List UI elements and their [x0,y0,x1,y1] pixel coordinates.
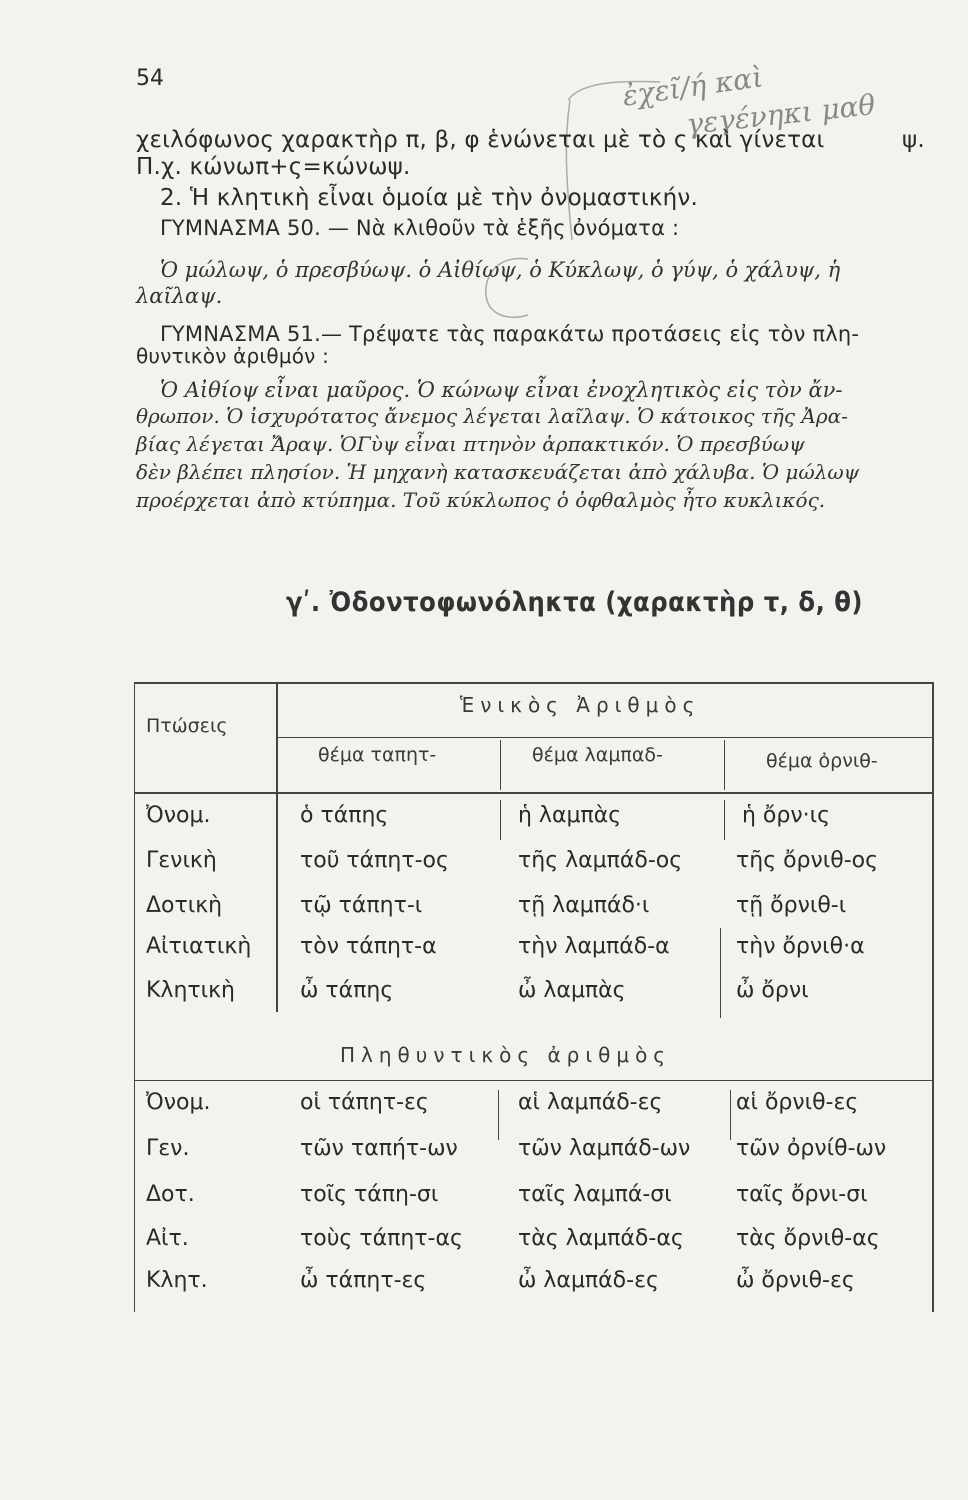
table-cell: οἱ τάπητ-ες [300,1090,429,1115]
table-cell: τὴν ὄρνιθ·α [736,934,865,959]
text-line: βίας λέγεται Ἄραψ. ὉΓὺψ εἶναι πτηνὸν ἁρπακτικόν. Ὁ πρεσβύωψ [136,432,805,456]
table-cell: τὸν τάπητ-α [300,934,437,959]
table-rule [500,740,501,790]
table-cell: τὰς ὄρνιθ-ας [736,1226,880,1251]
text-line: Π.χ. κώνωπ+ς=κώνωψ. [136,154,411,180]
table-rule [276,682,278,1012]
table-cell: τοῖς τάπη-σι [300,1182,439,1207]
table-cell: ὁ τάπης [300,803,389,828]
table-rule [276,737,934,738]
page-number: 54 [136,66,164,91]
case-label: Δοτ. [146,1182,195,1207]
table-cell: τῆς ὄρνιθ-ος [736,848,879,873]
table-rule [134,682,934,684]
text-line: Ὁ μώλωψ, ὁ πρεσβύωψ. ὁ Αἰθίωψ, ὁ Κύκλωψ, ὁ γύψ, ὁ χάλυψ, ἡ [160,258,841,282]
case-label: Γεν. [146,1136,190,1161]
text-line: ψ. [902,127,925,153]
table-cell: ὦ τάπητ-ες [300,1268,427,1293]
table-cell: ὦ λαμπὰς [518,978,626,1003]
table-cell: ὦ ὄρνιθ-ες [736,1268,855,1293]
handwritten-note-line2: γεγένηκι μαθ [684,88,877,141]
text-line: προέρχεται ἀπὸ κτύπημα. Τοῦ κύκλωπος ὁ ὀφθαλμὸς ἦτο κυκλικός. [136,488,826,512]
table-cell: τῶν ὀρνίθ-ων [736,1136,887,1161]
case-label: Αἰτιατικὴ [146,934,252,959]
table-rule [720,928,721,1018]
case-label: Κλητ. [146,1268,208,1293]
case-label: Γενικὴ [146,848,217,873]
exercise-50-heading: ΓΥΜΝΑΣΜΑ 50. — Νὰ κλιθοῦν τὰ ἑξῆς ὀνόματα : [160,216,680,240]
table-cell: ἡ ὄρν·ις [742,803,830,828]
table-rule [724,740,725,790]
table-cell: τῶν ταπήτ-ων [300,1136,458,1161]
table-cell: ταῖς λαμπά-σι [518,1182,672,1207]
text-line: 2. Ἡ κλητικὴ εἶναι ὁμοία μὲ τὴν ὀνομαστικήν. [160,185,698,211]
section-heading: γʹ. Ὀδοντοφωνόληκτα (χαρακτὴρ τ, δ, θ) [286,587,864,618]
table-rule [730,1090,731,1140]
table-rule [134,792,934,794]
plural-header: Πληθυντικὸς ἀριθμὸς [340,1043,672,1067]
table-cell: τὰς λαμπάδ-ας [518,1226,684,1251]
table-cell: τοῦ τάπητ-ος [300,848,449,873]
exercise-51-heading: ΓΥΜΝΑΣΜΑ 51.— Τρέψατε τὰς παρακάτω προτάσεις εἰς τὸν πλη- [160,322,860,346]
table-rule [134,1080,934,1081]
case-label: Δοτικὴ [146,893,223,918]
text-line: δὲν βλέπει πλησίον. Ἡ μηχανὴ κατασκευάζεται ἀπὸ χάλυβα. Ὁ μώλωψ [136,460,860,484]
singular-header: Ἑνικὸς Ἀριθμὸς [460,693,701,717]
table-rule [498,1090,499,1140]
table-cell: τῆς λαμπάδ-ος [518,848,683,873]
table-cell: τῇ ὄρνιθ-ι [736,893,847,918]
table-cell: τῶν λαμπάδ-ων [518,1136,691,1161]
table-cell: αἱ λαμπάδ-ες [518,1090,663,1115]
stem-header: θέμα ταπητ- [318,744,437,766]
cases-header: Πτώσεις [146,715,228,737]
table-rule [724,800,725,840]
table-rule [932,682,934,1312]
text-line: λαῖλαψ. [136,284,223,308]
stem-header: θέμα ὀρνιθ- [766,750,878,772]
table-rule [500,800,501,840]
text-line: χειλόφωνος χαρακτὴρ π, β, φ ἑνώνεται μὲ τὸ ς καὶ γίνεται [136,127,825,153]
table-rule [134,682,135,1312]
handwritten-note-line1: ἐχεῖ/ή καὶ [620,60,765,113]
stem-header: θέμα λαμπαδ- [532,744,663,766]
table-cell: τῷ τάπητ-ι [300,893,423,918]
table-cell: τοὺς τάπητ-ας [300,1226,463,1251]
case-label: Κλητικὴ [146,978,235,1003]
table-cell: ταῖς ὄρνι-σι [736,1182,868,1207]
table-cell: τῇ λαμπάδ·ι [518,893,650,918]
case-label: Ὀνομ. [146,803,211,828]
text-line: θρωπον. Ὁ ἰσχυρότατος ἄνεμος λέγεται λαῖλαψ. Ὁ κάτοικος τῆς Ἀρα- [136,404,848,428]
table-cell: ὦ τάπης [300,978,394,1003]
table-cell: αἱ ὄρνιθ-ες [736,1090,859,1115]
table-cell: τὴν λαμπάδ-α [518,934,670,959]
table-cell: ὦ λαμπάδ-ες [518,1268,659,1293]
table-cell: ἡ λαμπὰς [518,803,622,828]
case-label: Ὀνομ. [146,1090,211,1115]
table-cell: ὦ ὄρνι [736,978,809,1003]
case-label: Αἰτ. [146,1226,189,1251]
text-line: Ὁ Αἰθίοψ εἶναι μαῦρος. Ὁ κώνωψ εἶναι ἐνοχλητικὸς εἰς τὸν ἄν- [160,378,843,402]
text-line: θυντικὸν ἀριθμόν : [136,344,330,368]
